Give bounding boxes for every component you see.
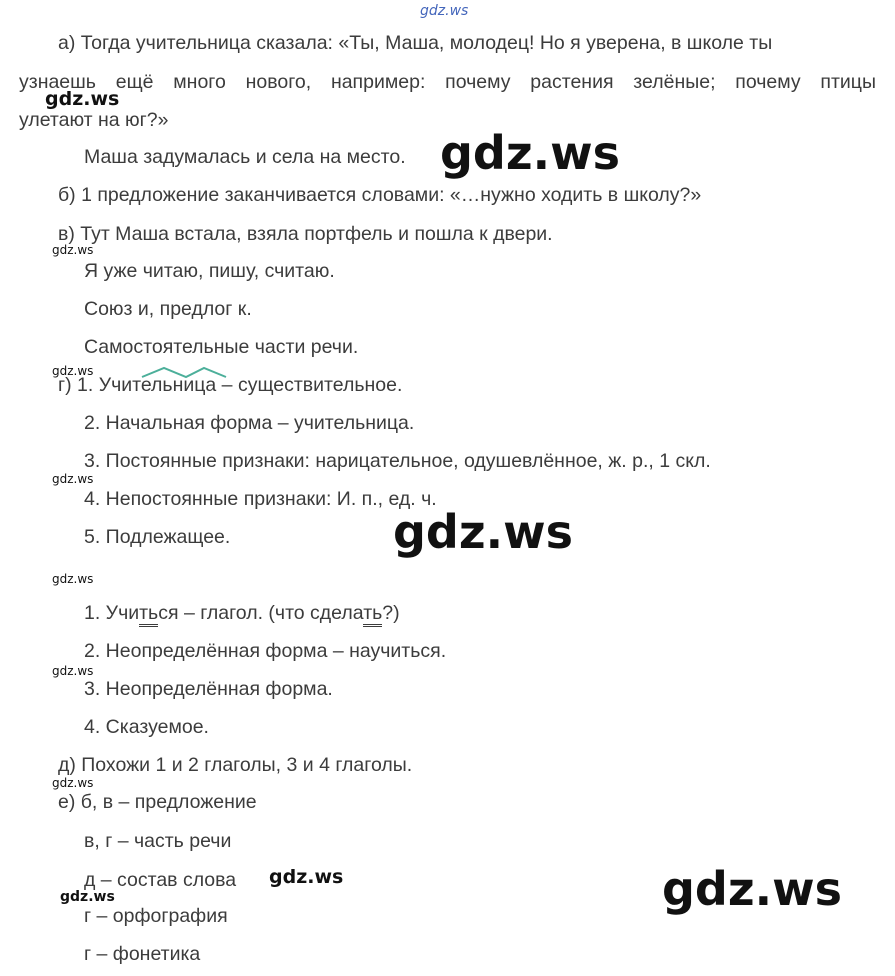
- suffix-double-underline: ть: [139, 602, 158, 627]
- text-line-h1: [84, 601, 400, 625]
- text-fragment: ся – глагол. (что сдела: [158, 602, 364, 624]
- watermark-small: gdz.ws: [52, 776, 94, 790]
- text-line-h2: 2. Неопределённая форма – научиться.: [84, 640, 447, 662]
- text-line-h3: 3. Неопределённая форма.: [84, 678, 333, 700]
- watermark-small: gdz.ws: [52, 572, 94, 586]
- watermark-small: gdz.ws: [52, 664, 94, 678]
- text-line-e4: г – орфография: [84, 905, 228, 927]
- text-line-e5: г – фонетика: [84, 943, 201, 965]
- text-line-v2: Я уже читаю, пишу, считаю.: [84, 260, 335, 282]
- text-line-v1: в) Тут Маша встала, взяла портфель и пошла к двери.: [58, 223, 553, 245]
- text-line-g2: 2. Начальная форма – учительница.: [84, 412, 415, 434]
- text-line-a1: а) Тогда учительница сказала: «Ты, Маша, молодец! Но я уверена, в школе ты: [58, 32, 773, 54]
- text-line-v4: Самостоятельные части речи.: [84, 336, 359, 358]
- watermark: gdz.ws: [269, 866, 344, 888]
- text-line-b1: б) 1 предложение заканчивается словами: «…нужно ходить в школу?»: [58, 184, 702, 206]
- text-line-a2: узнаешь ещё много нового, например: почему растения зелёные; почему птицы: [19, 71, 876, 93]
- text-fragment: 1. Учи: [84, 602, 140, 624]
- watermark-small: gdz.ws: [52, 364, 94, 378]
- text-line-g1: г) 1. Учительница – существительное.: [58, 374, 403, 396]
- watermark-small: gdz.ws: [60, 889, 115, 905]
- text-line-g3: 3. Постоянные признаки: нарицательное, одушевлённое, ж. р., 1 скл.: [84, 450, 711, 472]
- watermark: gdz.ws: [45, 88, 120, 110]
- text-fragment: ?): [382, 602, 400, 624]
- text-line-g4: 4. Непостоянные признаки: И. п., ед. ч.: [84, 488, 437, 510]
- text-line-d1: д) Похожи 1 и 2 глаголы, 3 и 4 глаголы.: [58, 754, 413, 776]
- text-line-e2: в, г – часть речи: [84, 830, 232, 852]
- watermark-top: gdz.ws: [420, 3, 469, 19]
- text-line-a4: Маша задумалась и села на место.: [84, 146, 406, 168]
- watermark-large: gdz.ws: [440, 126, 620, 180]
- text-line-e1: е) б, в – предложение: [58, 791, 257, 813]
- text-line-a3: улетают на юг?»: [19, 109, 169, 131]
- text-line-h4: 4. Сказуемое.: [84, 716, 209, 738]
- watermark-large: gdz.ws: [393, 505, 573, 559]
- suffix-double-underline: ть: [363, 602, 382, 627]
- text-line-e3: д – состав слова: [84, 869, 237, 891]
- text-line-v3: Союз и, предлог к.: [84, 298, 252, 320]
- text-line-g5: 5. Подлежащее.: [84, 526, 231, 548]
- watermark-large: gdz.ws: [662, 862, 842, 916]
- watermark-small: gdz.ws: [52, 243, 94, 257]
- watermark-small: gdz.ws: [52, 472, 94, 486]
